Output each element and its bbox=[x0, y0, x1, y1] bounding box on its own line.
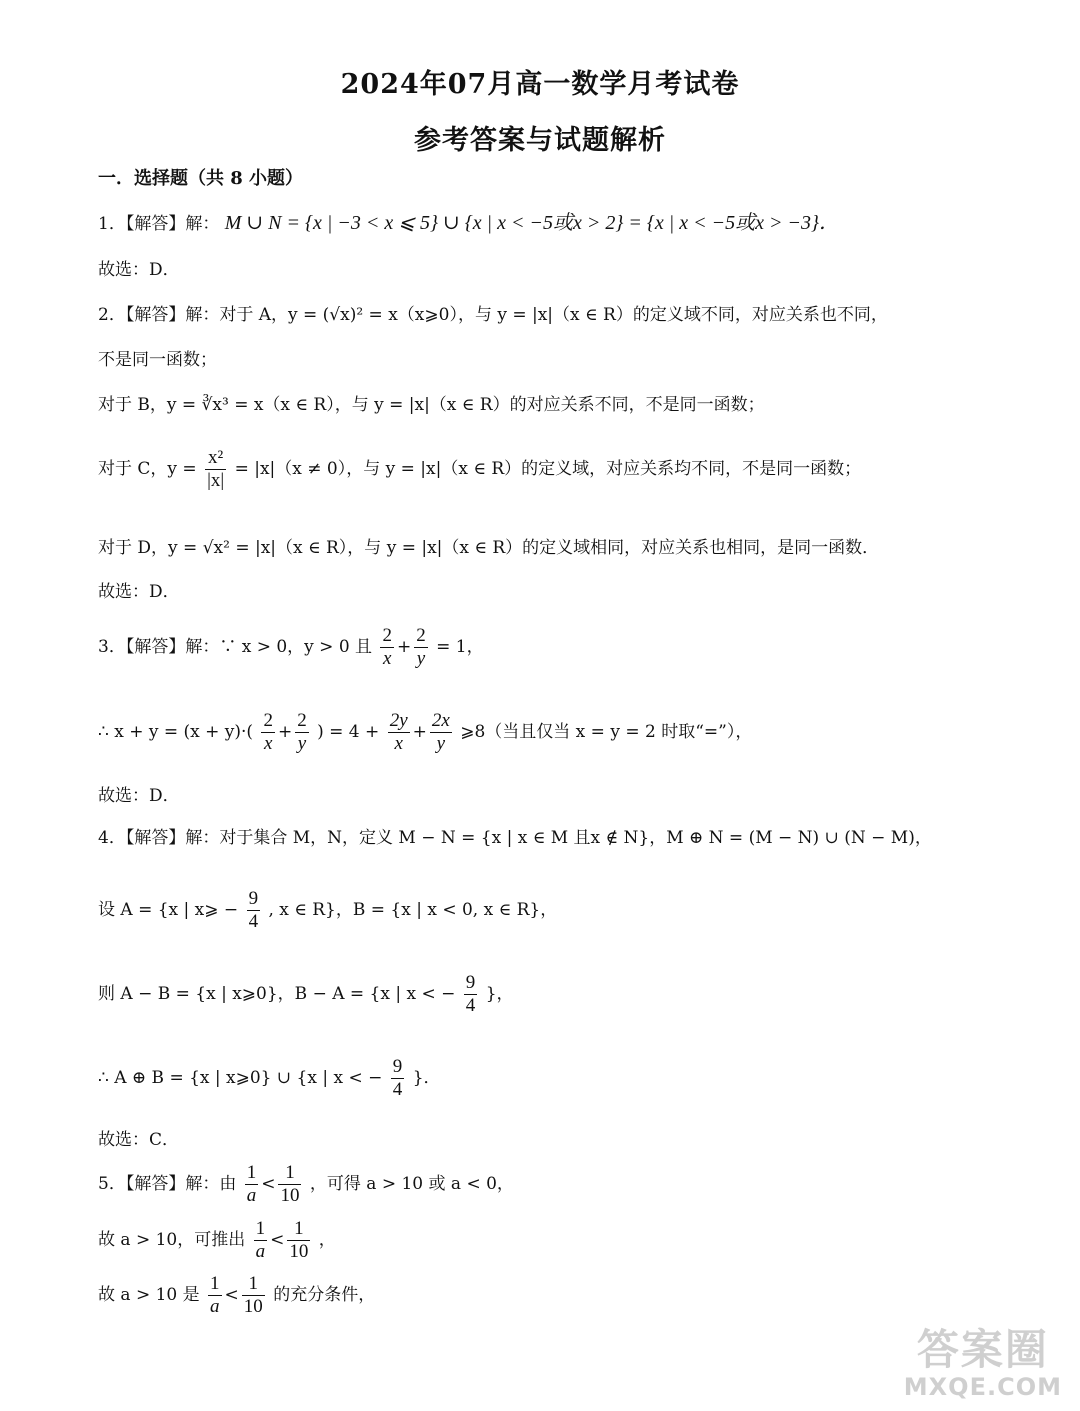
fraction bbox=[430, 710, 452, 755]
q2-line-a-cont: 不是同一函数； bbox=[98, 350, 217, 370]
q3-line-2: ∴ x + y = (x + y)·( $\frac{2}{x}$ + $\frac{2}{y}$ ) = 4 + $\frac{2y}{x}$ + $\frac{2x}{y}$ ⩾8（当且仅当 x = y = 2 时取“=”）， bbox=[98, 710, 753, 754]
fraction-numerator: 2x bbox=[431, 710, 450, 731]
fraction bbox=[391, 1056, 405, 1101]
fraction-numerator: 1 bbox=[255, 1218, 266, 1239]
fraction-denominator: 10 bbox=[289, 1240, 309, 1262]
fraction bbox=[287, 1218, 310, 1263]
q2-c-suffix: = |x|（x ≠ 0），与 y = |x|（x ∈ R）的定义域，对应关系均不同，不是同一函数； bbox=[234, 458, 862, 479]
q4-c-prefix: ∴ A ⊕ B = {x | x⩾0} ∪ {x | x < − bbox=[98, 1067, 383, 1088]
fraction-denominator: x bbox=[394, 732, 403, 754]
fraction-denominator: x bbox=[264, 732, 273, 754]
q5-l3-suffix: 的充分条件， bbox=[273, 1284, 376, 1305]
q5-l1-suffix: ，可得 a > 10 或 a < 0， bbox=[309, 1173, 514, 1194]
q5-line-1 bbox=[98, 1162, 514, 1207]
q4-answer: 故选：C． bbox=[98, 1130, 180, 1150]
fraction bbox=[245, 1162, 259, 1207]
q5-l2-prefix: 故 a > 10，可推出 bbox=[98, 1229, 246, 1250]
fraction-denominator: 4 bbox=[248, 910, 259, 932]
fraction bbox=[254, 1218, 268, 1263]
fraction bbox=[261, 710, 275, 755]
q2-line-b: 对于 B，y = ∛x³ = x（x ∈ R），与 y = |x|（x ∈ R）的对应关系不同，不是同一函数； bbox=[98, 395, 765, 415]
fraction bbox=[295, 710, 309, 755]
fraction bbox=[380, 625, 394, 670]
page-title: 2024年07月高一数学月考试卷 bbox=[340, 69, 740, 100]
q4-line-1: 4．【解答】解：对于集合 M，N，定义 M − N = {x | x ∈ M 且x ∉ N}，M ⊕ N = (M − N) ∪ (N − M)， bbox=[98, 828, 932, 848]
q5-l2-suffix: ， bbox=[318, 1229, 336, 1250]
q1-answer: 故选：D． bbox=[98, 260, 180, 280]
q4-a-prefix: 设 A = {x | x⩾ − bbox=[98, 899, 239, 920]
fraction-denominator: a bbox=[246, 1184, 257, 1206]
q3-l2-mid: ) = 4 + bbox=[317, 721, 380, 742]
less-than: < bbox=[270, 1229, 285, 1250]
fraction-numerator: 9 bbox=[248, 888, 259, 909]
watermark-site: MXQE.COM bbox=[903, 1373, 1062, 1401]
q4-a-suffix: , x ∈ R}，B = {x | x < 0, x ∈ R}， bbox=[268, 899, 558, 920]
fraction bbox=[414, 625, 428, 670]
fraction-numerator: 2 bbox=[382, 625, 392, 646]
fraction-numerator: 2y bbox=[389, 710, 408, 731]
q5-l3-prefix: 故 a > 10 是 bbox=[98, 1284, 200, 1305]
q2-line-c bbox=[98, 447, 861, 492]
fraction-denominator: 4 bbox=[392, 1078, 403, 1100]
fraction-denominator: a bbox=[255, 1240, 266, 1262]
q3-line-1: 3．【解答】解：∵ x > 0，y > 0 且 $\frac{2}{x}$ + $\frac{2}{y}$ = 1， bbox=[98, 625, 484, 669]
fraction-numerator: 1 bbox=[210, 1273, 220, 1294]
q3-suffix: = 1， bbox=[436, 636, 484, 657]
fraction-numerator: 1 bbox=[287, 1218, 310, 1241]
q3-l2-suffix: ⩾8（当且仅当 x = y = 2 时取“=”）， bbox=[460, 721, 753, 742]
q5-line-2 bbox=[98, 1218, 336, 1263]
fraction-numerator: 2 bbox=[416, 625, 426, 646]
q2-c-fraction bbox=[205, 447, 226, 492]
q2-line-a: 2．【解答】解：对于 A，y = (√x)² = x（x⩾0），与 y = |x|（x ∈ R）的定义域不同，对应关系也不同， bbox=[98, 305, 888, 325]
q4-line-c bbox=[98, 1056, 441, 1101]
q3-prefix: 3．【解答】解：∵ x > 0，y > 0 且 bbox=[98, 636, 373, 657]
fraction-numerator: x² bbox=[205, 447, 226, 470]
q3-l2-prefix: ∴ x + y = (x + y)·( bbox=[98, 721, 254, 742]
fraction-numerator: 9 bbox=[465, 972, 476, 993]
q5-line-3 bbox=[98, 1273, 375, 1318]
fraction bbox=[247, 888, 261, 933]
q4-b-suffix: }， bbox=[485, 983, 514, 1004]
fraction-denominator: |x| bbox=[207, 469, 225, 491]
q1-math: M ∪ N = {x | −3 < x ⩽ 5} ∪ {x | x < −5或x > 2} = {x | x < −5或x > −3}． bbox=[224, 212, 839, 234]
less-than: < bbox=[224, 1284, 239, 1305]
fraction-denominator: y bbox=[416, 647, 426, 669]
fraction-numerator: 1 bbox=[242, 1273, 265, 1296]
fraction-denominator: 10 bbox=[243, 1295, 263, 1317]
fraction-numerator: 1 bbox=[246, 1162, 257, 1183]
q4-line-a bbox=[98, 888, 557, 933]
fraction-numerator: 1 bbox=[278, 1162, 301, 1185]
less-than: < bbox=[261, 1173, 276, 1194]
fraction bbox=[278, 1162, 301, 1207]
fraction bbox=[208, 1273, 222, 1318]
fraction bbox=[388, 710, 410, 755]
fraction-denominator: x bbox=[383, 647, 392, 669]
fraction-denominator: a bbox=[210, 1295, 220, 1317]
page-subtitle: 参考答案与试题解析 bbox=[414, 125, 666, 156]
fraction bbox=[242, 1273, 265, 1318]
q5-l1-prefix: 5．【解答】解：由 bbox=[98, 1173, 237, 1194]
q3-answer: 故选：D． bbox=[98, 786, 180, 806]
q1-label: 1．【解答】解： bbox=[98, 214, 220, 234]
watermark bbox=[903, 1324, 1062, 1401]
fraction-numerator: 9 bbox=[392, 1056, 403, 1077]
q2-c-prefix: 对于 C，y = bbox=[98, 458, 197, 479]
q4-c-suffix: }． bbox=[412, 1067, 441, 1088]
q2-answer: 故选：D． bbox=[98, 582, 180, 602]
fraction-numerator: 2 bbox=[263, 710, 273, 731]
fraction-denominator: 4 bbox=[465, 994, 476, 1016]
watermark-logo: 答案圈 bbox=[916, 1324, 1049, 1374]
fraction-numerator: 2 bbox=[297, 710, 307, 731]
q4-line-b bbox=[98, 972, 514, 1017]
section-heading: 一．选择题（共 8 小题） bbox=[98, 168, 304, 189]
fraction bbox=[464, 972, 478, 1017]
fraction-denominator: y bbox=[297, 732, 307, 754]
fraction-denominator: 10 bbox=[280, 1184, 300, 1206]
fraction-denominator: y bbox=[436, 732, 446, 754]
q2-line-d: 对于 D，y = √x² = |x|（x ∈ R），与 y = |x|（x ∈ R）的定义域相同，对应关系也相同，是同一函数． bbox=[98, 538, 880, 558]
q1-solution bbox=[98, 213, 839, 233]
q4-b-prefix: 则 A − B = {x | x⩾0}，B − A = {x | x < − bbox=[98, 983, 456, 1004]
